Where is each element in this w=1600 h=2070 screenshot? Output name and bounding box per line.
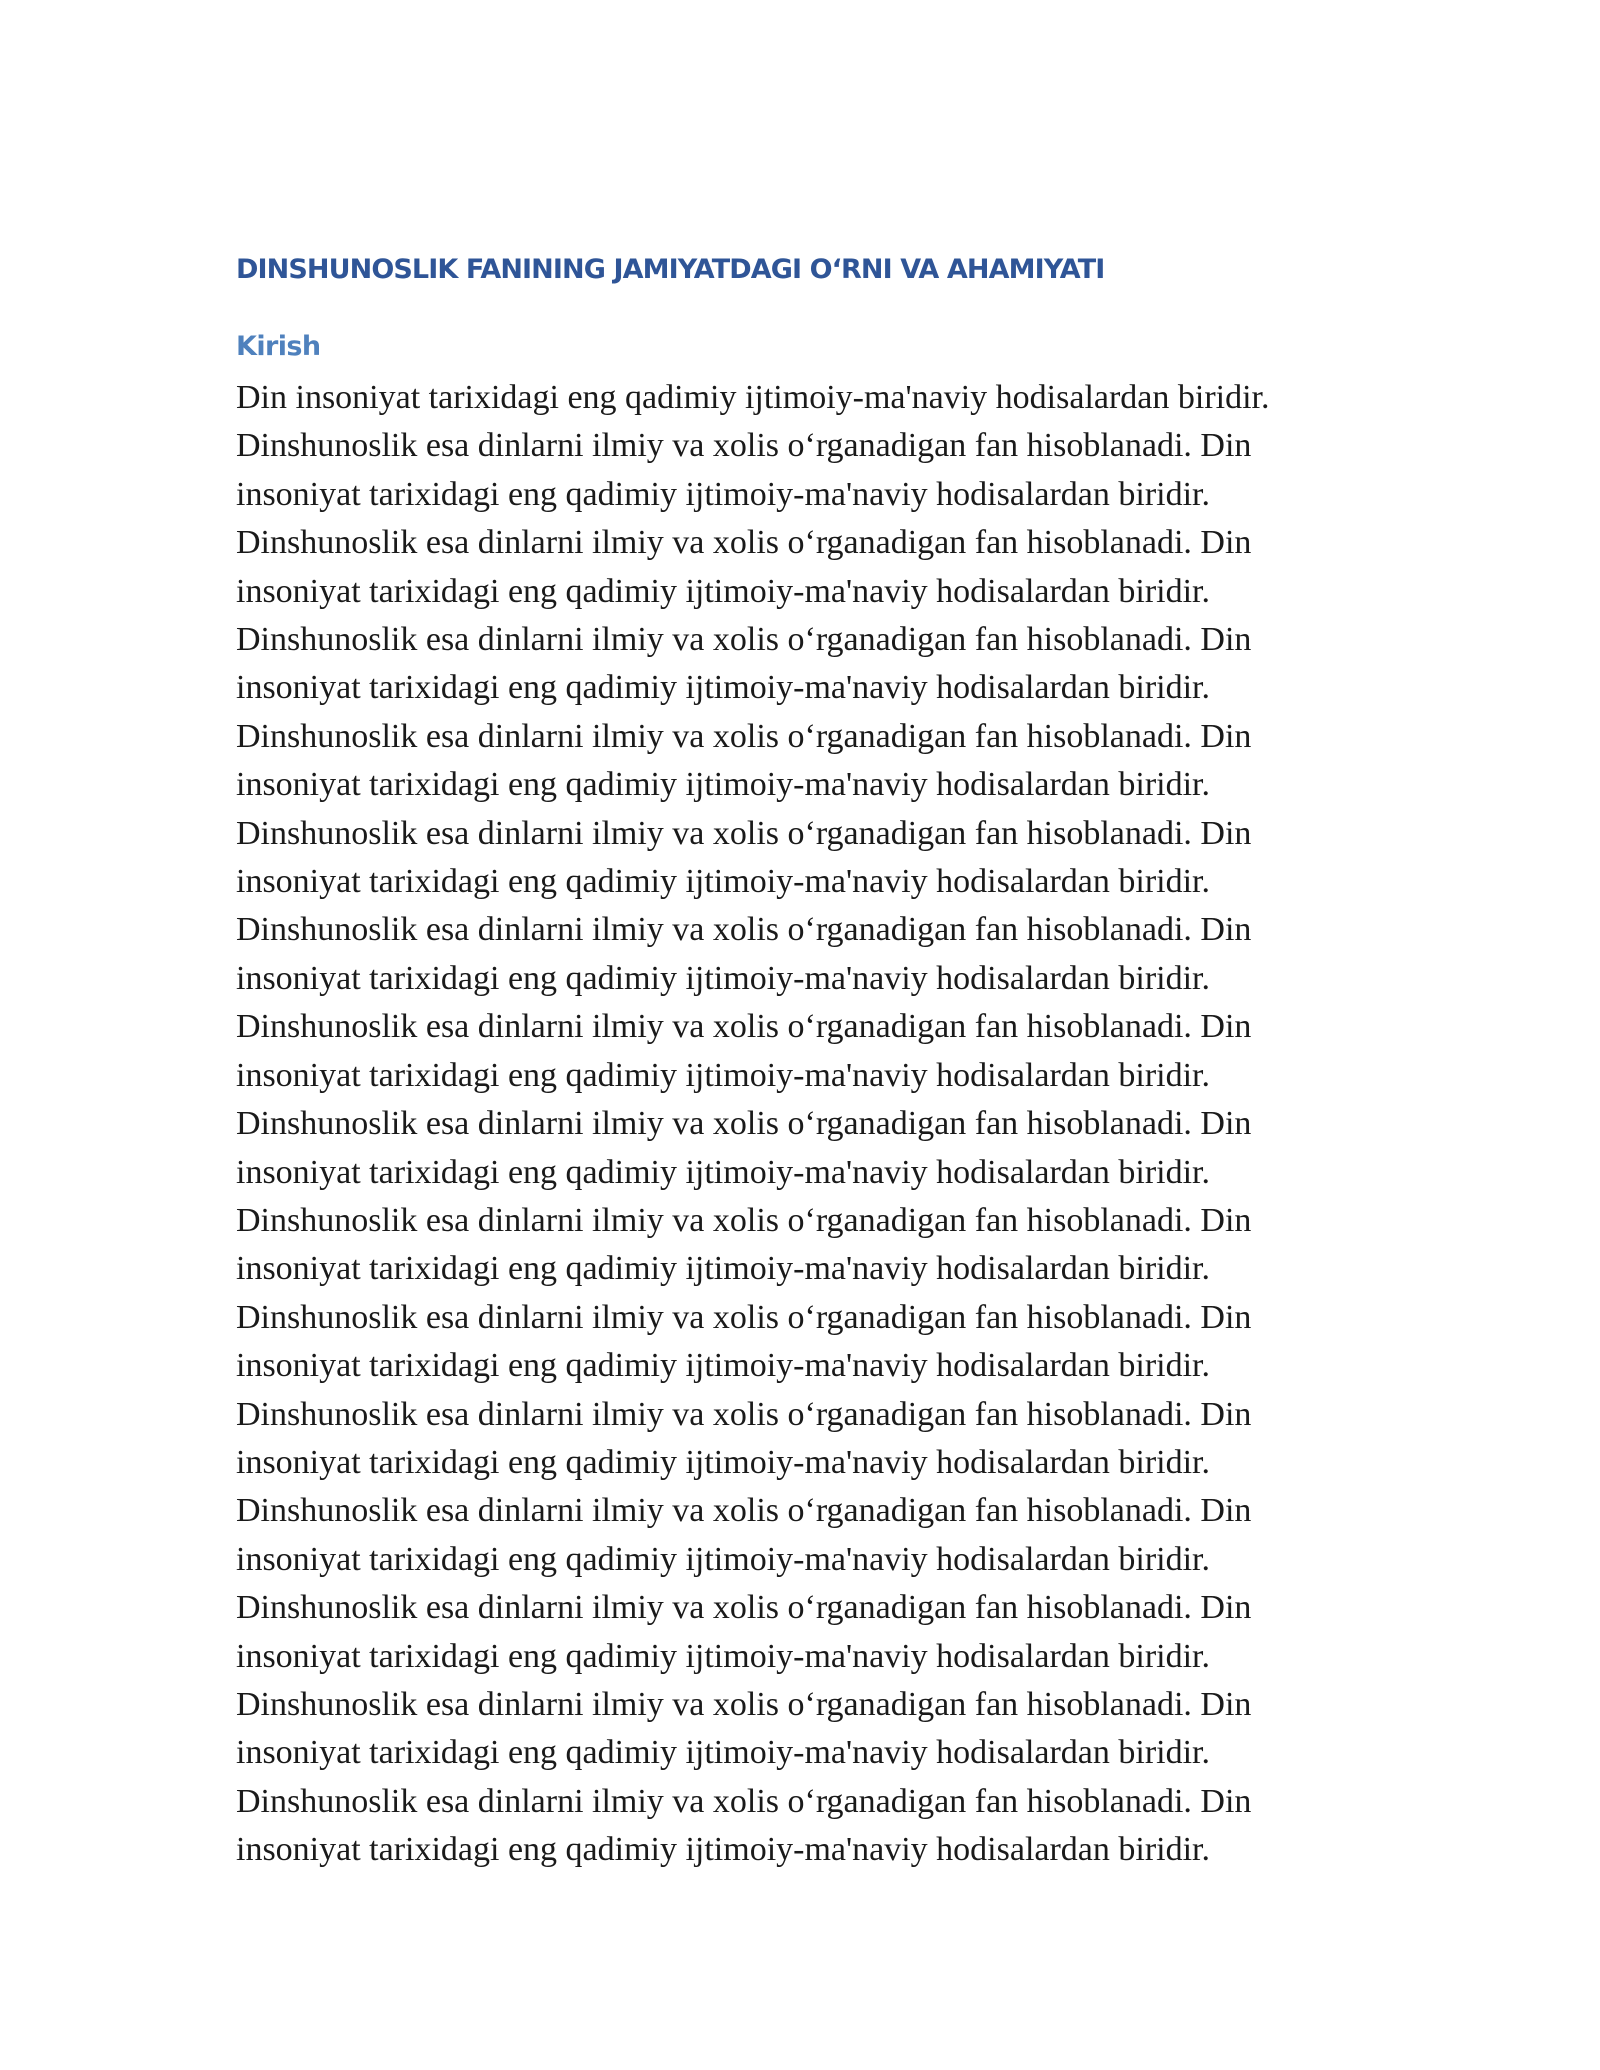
body-text-line: Dinshunoslik esa dinlarni ilmiy va xolis o‘rganadigan fan hisoblanadi. Din bbox=[236, 717, 1252, 755]
body-text-line: insoniyat tarixidagi eng qadimiy ijtimoiy-ma'naviy hodisalardan biridir. bbox=[236, 572, 1210, 610]
body-text-line: insoniyat tarixidagi eng qadimiy ijtimoiy-ma'naviy hodisalardan biridir. bbox=[236, 1734, 1210, 1772]
body-text-line: insoniyat tarixidagi eng qadimiy ijtimoiy-ma'naviy hodisalardan biridir. bbox=[236, 1540, 1210, 1578]
body-text-line: insoniyat tarixidagi eng qadimiy ijtimoiy-ma'naviy hodisalardan biridir. bbox=[236, 1347, 1210, 1385]
body-text-line: Dinshunoslik esa dinlarni ilmiy va xolis o‘rganadigan fan hisoblanadi. Din bbox=[236, 1589, 1252, 1627]
body-text-line: Dinshunoslik esa dinlarni ilmiy va xolis o‘rganadigan fan hisoblanadi. Din bbox=[236, 1298, 1252, 1336]
body-text-line: insoniyat tarixidagi eng qadimiy ijtimoiy-ma'naviy hodisalardan biridir. bbox=[236, 959, 1210, 997]
body-text-line: Dinshunoslik esa dinlarni ilmiy va xolis o‘rganadigan fan hisoblanadi. Din bbox=[236, 524, 1252, 562]
body-text-line: insoniyat tarixidagi eng qadimiy ijtimoiy-ma'naviy hodisalardan biridir. bbox=[236, 1056, 1210, 1094]
body-text-line: Din insoniyat tarixidagi eng qadimiy ijtimoiy-ma'naviy hodisalardan biridir. bbox=[236, 379, 1270, 416]
body-text-line: insoniyat tarixidagi eng qadimiy ijtimoiy-ma'naviy hodisalardan biridir. bbox=[236, 1250, 1210, 1288]
body-text-line: Dinshunoslik esa dinlarni ilmiy va xolis o‘rganadigan fan hisoblanadi. Din bbox=[236, 621, 1252, 659]
body-text-line: insoniyat tarixidagi eng qadimiy ijtimoiy-ma'naviy hodisalardan biridir. bbox=[236, 1153, 1210, 1191]
body-text-line: Dinshunoslik esa dinlarni ilmiy va xolis o‘rganadigan fan hisoblanadi. Din bbox=[236, 1008, 1252, 1046]
body-text-line: insoniyat tarixidagi eng qadimiy ijtimoiy-ma'naviy hodisalardan biridir. bbox=[236, 475, 1210, 513]
body-text-line: Dinshunoslik esa dinlarni ilmiy va xolis o‘rganadigan fan hisoblanadi. Din bbox=[236, 1105, 1252, 1143]
body-text-line: Dinshunoslik esa dinlarni ilmiy va xolis o‘rganadigan fan hisoblanadi. Din bbox=[236, 1492, 1252, 1530]
document-title: DINSHUNOSLIK FANINING JAMIYATDAGI O‘RNI VA AHAMIYATI bbox=[236, 254, 1105, 285]
body-text-line: insoniyat tarixidagi eng qadimiy ijtimoiy-ma'naviy hodisalardan biridir. bbox=[236, 1831, 1210, 1869]
body-text-line: insoniyat tarixidagi eng qadimiy ijtimoiy-ma'naviy hodisalardan biridir. bbox=[236, 1637, 1210, 1675]
body-text-line: Dinshunoslik esa dinlarni ilmiy va xolis o‘rganadigan fan hisoblanadi. Din bbox=[236, 1782, 1252, 1820]
body-text-line: Dinshunoslik esa dinlarni ilmiy va xolis o‘rganadigan fan hisoblanadi. Din bbox=[236, 814, 1252, 852]
body-text-line: Dinshunoslik esa dinlarni ilmiy va xolis o‘rganadigan fan hisoblanadi. Din bbox=[236, 1685, 1252, 1723]
body-text-line: Dinshunoslik esa dinlarni ilmiy va xolis o‘rganadigan fan hisoblanadi. Din bbox=[236, 1395, 1252, 1433]
body-text-line: insoniyat tarixidagi eng qadimiy ijtimoiy-ma'naviy hodisalardan biridir. bbox=[236, 669, 1210, 707]
body-paragraph bbox=[236, 374, 1386, 1875]
body-text-line: Dinshunoslik esa dinlarni ilmiy va xolis o‘rganadigan fan hisoblanadi. Din bbox=[236, 911, 1252, 949]
body-text-line: insoniyat tarixidagi eng qadimiy ijtimoiy-ma'naviy hodisalardan biridir. bbox=[236, 1443, 1210, 1481]
body-text-line: Dinshunoslik esa dinlarni ilmiy va xolis o‘rganadigan fan hisoblanadi. Din bbox=[236, 427, 1252, 465]
section-heading-kirish: Kirish bbox=[236, 331, 321, 362]
body-text-line: insoniyat tarixidagi eng qadimiy ijtimoiy-ma'naviy hodisalardan biridir. bbox=[236, 863, 1210, 901]
body-text-line: Dinshunoslik esa dinlarni ilmiy va xolis o‘rganadigan fan hisoblanadi. Din bbox=[236, 1201, 1252, 1239]
body-text-line: insoniyat tarixidagi eng qadimiy ijtimoiy-ma'naviy hodisalardan biridir. bbox=[236, 766, 1210, 804]
